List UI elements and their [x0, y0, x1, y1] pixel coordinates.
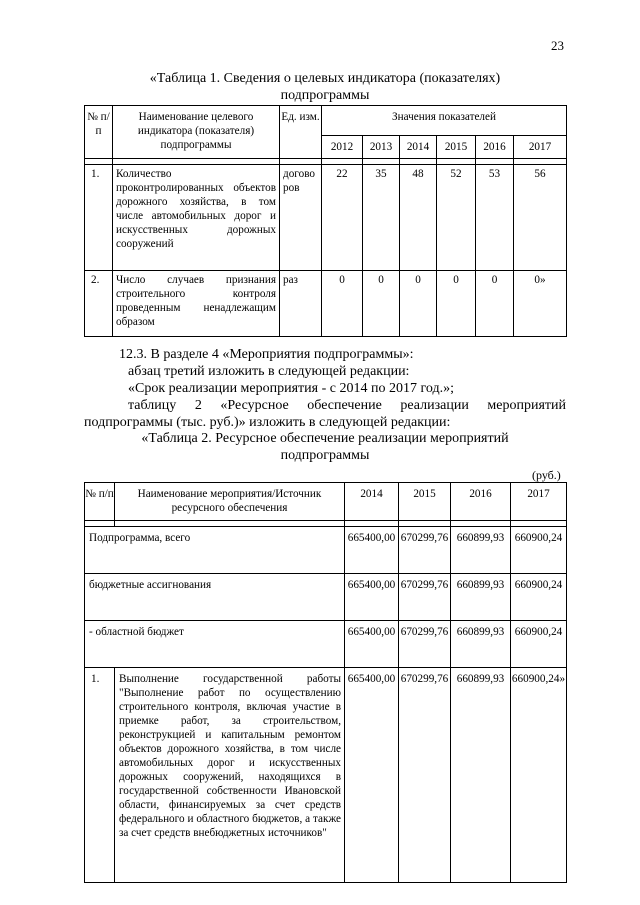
funding-value: 665400,00 [347, 532, 396, 544]
table2-year: 2015 [399, 483, 451, 521]
table2-header-name: Наименование мероприятия/Источник ресурсного обеспечения [115, 483, 345, 521]
table-row [85, 271, 567, 337]
table1-year: 2012 [322, 136, 363, 159]
table-row [85, 621, 567, 668]
table-row [85, 668, 567, 883]
table1-year: 2016 [476, 136, 514, 159]
table2-year: 2016 [451, 483, 511, 521]
funding-value: 660900,24 [514, 626, 563, 638]
funding-value: 670299,76 [400, 579, 449, 591]
table2-caption [84, 430, 566, 464]
table-row [85, 165, 567, 271]
indicator-unit: догово ров [280, 165, 322, 271]
funding-value: 665400,00 [347, 579, 396, 591]
paragraph-section-ref: 12.3. В разделе 4 «Мероприятия подпрограммы»: [119, 347, 414, 362]
table2-caption-line1: «Таблица 2. Ресурсное обеспечение реализации мероприятий [141, 431, 509, 446]
table1-year: 2015 [437, 136, 476, 159]
indicator-value: 0 [437, 271, 476, 337]
indicator-value: 56 [514, 165, 567, 271]
summary-label: Подпрограмма, всего [85, 527, 345, 574]
funding-value: 660899,93 [456, 579, 505, 591]
table1-year: 2014 [400, 136, 437, 159]
indicator-value: 35 [363, 165, 400, 271]
table-row [85, 527, 567, 574]
table1-header-unit: Ед. изм. [280, 106, 322, 159]
funding-value: 665400,00 [347, 673, 396, 685]
paragraph-term: «Срок реализации мероприятия - с 2014 по 2017 год.»; [128, 381, 454, 396]
indicator-value: 48 [400, 165, 437, 271]
page-number: 23 [551, 38, 564, 53]
activity-name: Выполнение государственной работы "Выполнение работ по осуществлению строительного контроля, включая участие в приемке работ, за строительством, реконструкцией и капитальным ремонтом объектов дорожного хозяйства, в том числе автомобильных дорог и искусственных дорожных сооружений, находящихся в государственной собственности Ивановской области, финансируемых за счет средств федерального и областного бюджетов, а также за счет средств внебюджетных источников" [115, 668, 345, 883]
indicator-value: 52 [437, 165, 476, 271]
funding-value: 670299,76 [400, 626, 449, 638]
table1-caption-line1: «Таблица 1. Сведения о целевых индикатора (показателях) [149, 71, 501, 86]
indicator-value: 22 [322, 165, 363, 271]
table1-header-values: Значения показателей [322, 106, 567, 136]
row-number: 2. [85, 271, 113, 337]
table1-caption [84, 70, 566, 104]
indicator-name: Количество проконтролированных объектов дорожного хозяйства, в том числе автомобильных дорог и искусственных дорожных сооружений [113, 165, 280, 271]
funding-value: 665400,00 [347, 626, 396, 638]
funding-value: 660900,24 [514, 532, 563, 544]
table1-caption-line2: подпрограммы [280, 88, 370, 103]
indicator-name: Число случаев признания строительного контроля проведенным ненадлежащим образом [113, 271, 280, 337]
table1-year: 2017 [514, 136, 567, 159]
table2-year: 2014 [345, 483, 399, 521]
table1-year: 2013 [363, 136, 400, 159]
paragraph-table2-line1: таблицу 2 «Ресурсное обеспечение реализации мероприятий [128, 398, 566, 413]
table2-year: 2017 [511, 483, 567, 521]
summary-label: бюджетные ассигнования [85, 574, 345, 621]
summary-label: - областной бюджет [85, 621, 345, 668]
funding-value: 670299,76 [400, 673, 449, 685]
table2-caption-line2: подпрограммы [280, 448, 370, 463]
table2-header-num: № п/п [85, 483, 115, 521]
indicator-value: 53 [476, 165, 514, 271]
indicator-value: 0 [476, 271, 514, 337]
funding-value: 660899,93 [456, 626, 505, 638]
funding-value: 660900,24 [514, 579, 563, 591]
funding-value: 670299,76 [400, 532, 449, 544]
currency-unit-note: (руб.) [532, 468, 561, 482]
row-number: 1. [85, 668, 115, 883]
funding-value: 660900,24» [511, 673, 566, 685]
table1-header-num: № п/п [85, 106, 113, 159]
paragraph-table2-line2: подпрограммы (тыс. руб.)» изложить в следующей редакции: [84, 415, 451, 430]
funding-value: 660899,93 [456, 532, 505, 544]
paragraph-instruction: абзац третий изложить в следующей редакции: [128, 364, 410, 379]
indicator-value: 0 [363, 271, 400, 337]
target-indicators-table [84, 105, 567, 337]
resource-provision-table [84, 482, 567, 883]
indicator-value: 0 [322, 271, 363, 337]
table-row [85, 574, 567, 621]
funding-value: 660899,93 [456, 673, 505, 685]
indicator-value: 0» [514, 271, 567, 337]
table1-header-name: Наименование целевого индикатора (показателя) подпрограммы [113, 106, 280, 159]
indicator-unit: раз [280, 271, 322, 337]
row-number: 1. [85, 165, 113, 271]
indicator-value: 0 [400, 271, 437, 337]
